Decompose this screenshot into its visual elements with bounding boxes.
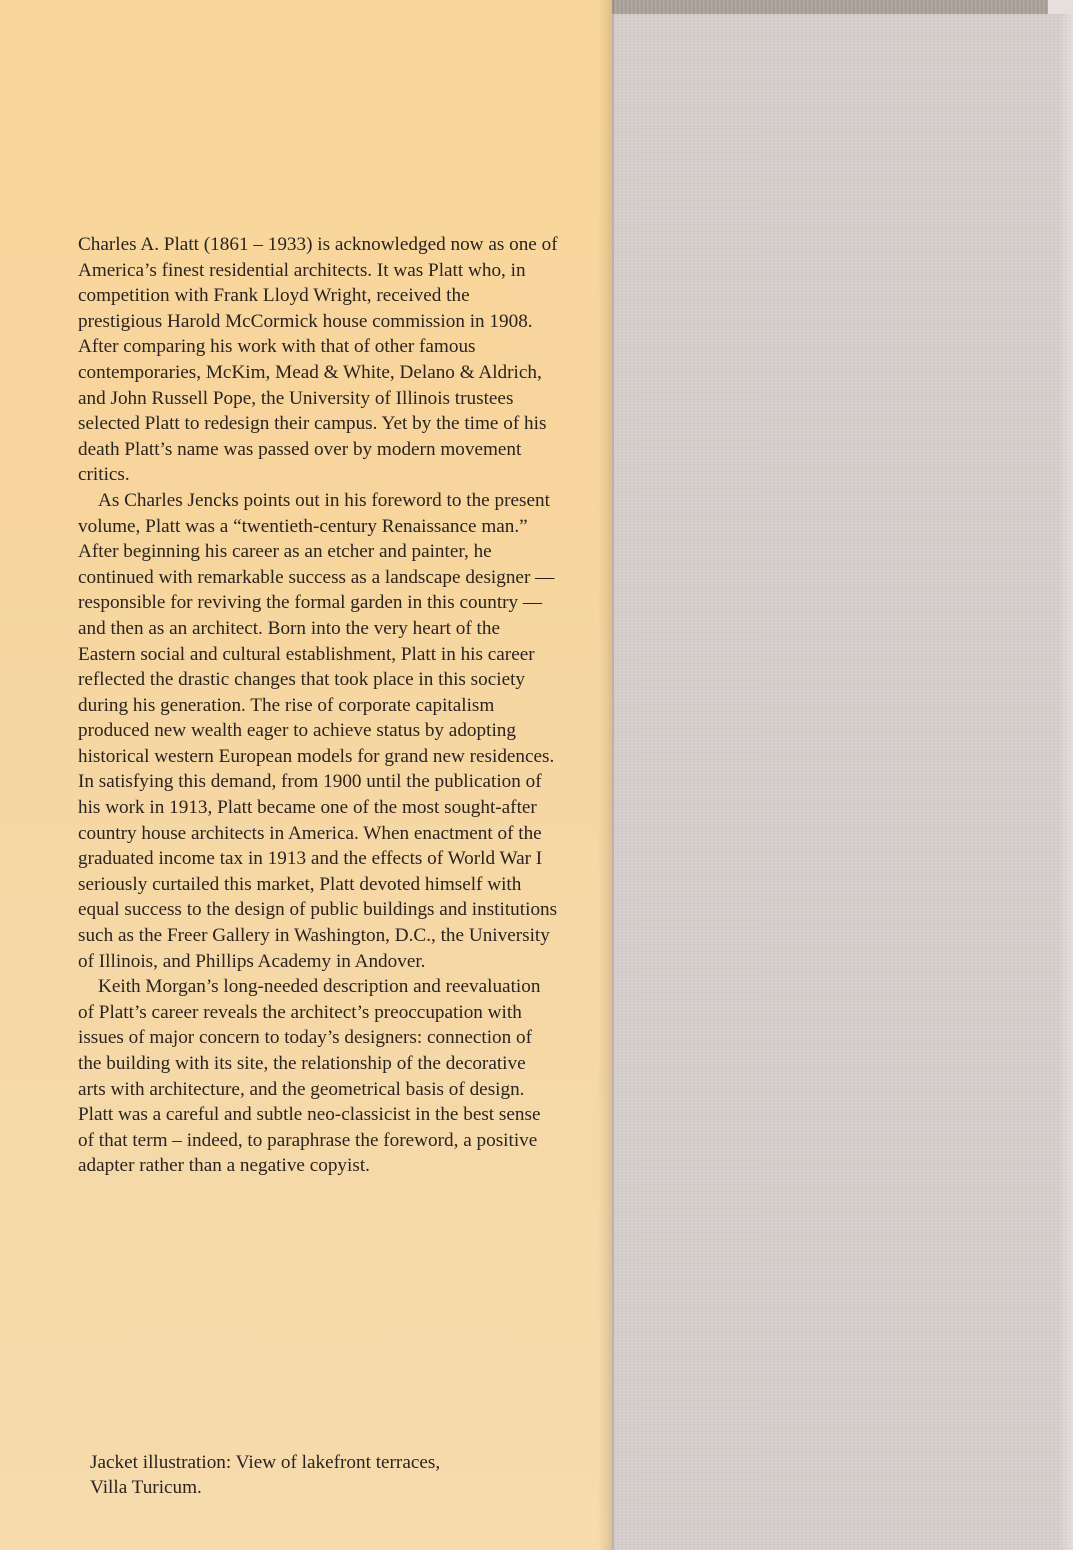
credit-line-1: Jacket illustration: View of lakefront terraces, xyxy=(90,1452,441,1473)
credit-line-2: Villa Turicum. xyxy=(90,1477,202,1498)
flap-paragraph-3: Keith Morgan’s long-needed description and reevaluation of Platt’s career reveals the architect’s preoccupation with issues of major concern to today’s designers: connection of the building with its site, the relationship of the decorative arts with architecture, and the geometrical basis of design. Platt was a careful and subtle neo-classicist in the best sense of that term – indeed, to paraphrase the foreword, a positive adapter rather than a negative copyist. xyxy=(78,976,541,1177)
jacket-illustration-credit xyxy=(90,1450,550,1500)
book-board-cover xyxy=(612,0,1073,1550)
board-edge xyxy=(1059,0,1073,1550)
flap-paragraph-1: Charles A. Platt (1861 – 1933) is acknowledged now as one of America’s finest residential architects. It was Platt who, in competition with Frank Lloyd Wright, received the prestigious Harold McCormick house commission in 1908. After comparing his work with that of other famous contemporaries, McKim, Mead & White, Delano & Aldrich, and John Russell Pope, the University of Illinois trustees selected Platt to redesign their campus. Yet by the time of his death Platt’s name was passed over by modern movement critics. xyxy=(78,234,558,486)
flap-copy xyxy=(78,232,558,1179)
spine-corner xyxy=(1048,0,1073,14)
jacket-edge xyxy=(598,0,614,1550)
flap-paragraph-2: As Charles Jencks points out in his foreword to the present volume, Platt was a “twentieth-century Renaissance man.” After beginning his career as an etcher and painter, he continued with remarkable success as a landscape designer — responsible for reviving the formal garden in this country — and then as an architect. Born into the very heart of the Eastern social and cultural establishment, Platt in his career reflected the drastic changes that took place in this society during his generation. The rise of corporate capitalism produced new wealth eager to achieve status by adopting historical western European models for grand new residences. In satisfying this demand, from 1900 until the publication of his work in 1913, Platt became one of the most sought-after country house architects in America. When enactment of the graduated income tax in 1913 and the effects of World War I seriously curtailed this market, Platt devoted himself with equal success to the design of public buildings and institutions such as the Freer Gallery in Washington, D.C., the University of Illinois, and Phillips Academy in Andover. xyxy=(78,489,558,972)
spine-strip xyxy=(598,0,1050,14)
